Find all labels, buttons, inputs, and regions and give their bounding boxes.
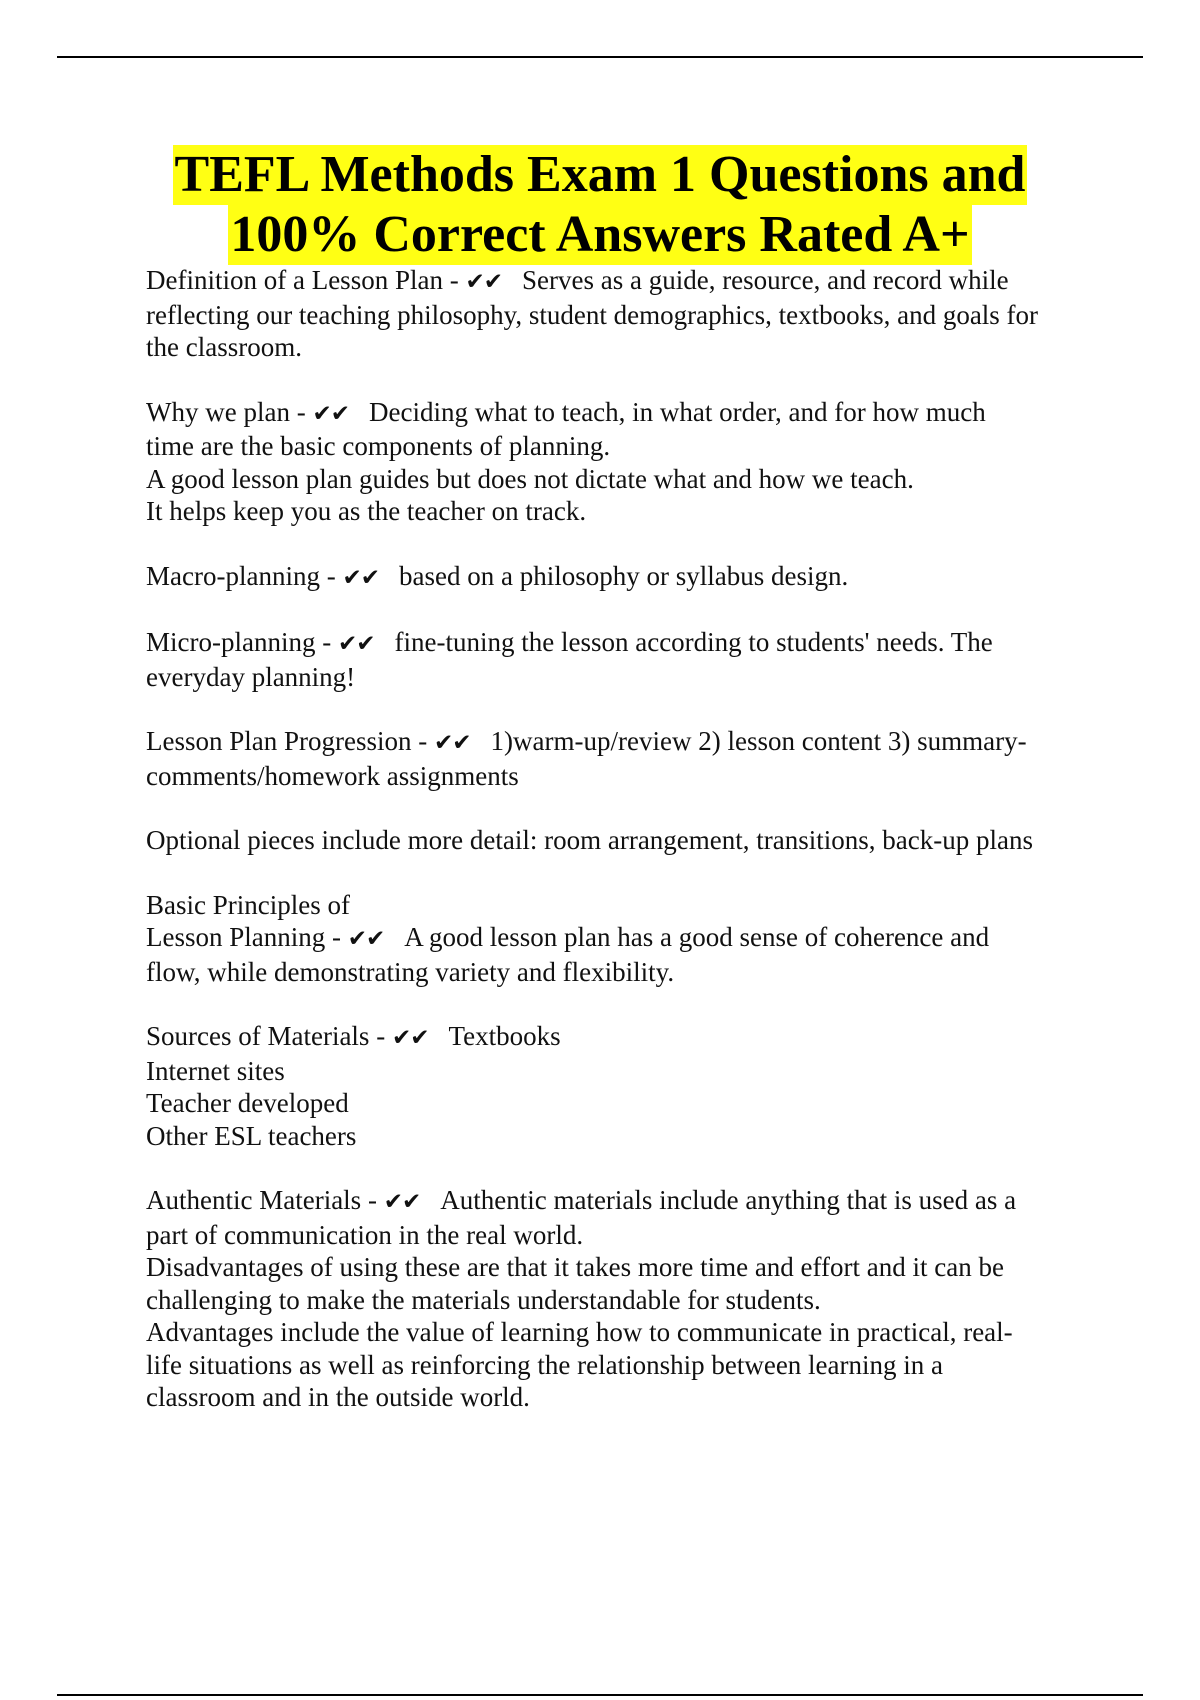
answer-text: Deciding what to teach, in what order, and for how much bbox=[369, 396, 986, 427]
question-term: Macro-planning bbox=[146, 560, 320, 591]
document-body bbox=[146, 264, 1106, 1446]
entry-first-line: Lesson Plan Progression - ✔✔ 1)warm-up/review 2) lesson content 3) summary- bbox=[146, 726, 1027, 756]
question-term: Why we plan bbox=[146, 396, 290, 427]
answer-text: Authentic materials include anything that is used as a bbox=[440, 1185, 1017, 1215]
double-check-icon: ✔✔ bbox=[383, 1189, 421, 1215]
qa-entry bbox=[146, 1184, 1106, 1414]
answer-line: It helps keep you as the teacher on track. bbox=[146, 496, 587, 526]
double-check-icon: ✔✔ bbox=[391, 1025, 429, 1051]
answer-line: comments/homework assignments bbox=[146, 760, 519, 791]
answer-line: challenging to make the materials understandable for students. bbox=[146, 1284, 821, 1315]
entry-first-line: Definition of a Lesson Plan - ✔✔ Serves as a guide, resource, and record while bbox=[146, 265, 1009, 295]
title-line-2: 100% Correct Answers Rated A+ bbox=[230, 206, 970, 263]
answer-line: part of communication in the real world. bbox=[146, 1219, 584, 1250]
question-term: Definition of a Lesson Plan bbox=[146, 265, 443, 295]
question-term: Sources of Materials bbox=[146, 1021, 370, 1051]
double-check-icon: ✔✔ bbox=[465, 269, 502, 295]
note-entry bbox=[146, 824, 1106, 857]
answer-line: Advantages include the value of learning how to communicate in practical, real- bbox=[146, 1317, 1013, 1347]
question-term: Authentic Materials bbox=[146, 1185, 362, 1215]
bottom-rule bbox=[57, 1694, 1143, 1696]
answer-line: Other ESL teachers bbox=[146, 1120, 357, 1151]
answer-text: Textbooks bbox=[448, 1021, 561, 1051]
entry-first-line: Sources of Materials - ✔✔ Textbooks bbox=[146, 1021, 561, 1051]
question-term: Lesson Planning bbox=[146, 922, 326, 952]
answer-line: Disadvantages of using these are that it takes more time and effort and it can be bbox=[146, 1252, 1004, 1282]
qa-entry bbox=[146, 725, 1106, 792]
double-check-icon: ✔✔ bbox=[337, 631, 375, 657]
document-title bbox=[0, 145, 1200, 265]
answer-line: classroom and in the outside world. bbox=[146, 1382, 530, 1412]
question-term: Micro-planning bbox=[146, 627, 316, 657]
question-term-line-1: Basic Principles of bbox=[146, 889, 350, 920]
double-check-icon: ✔✔ bbox=[312, 400, 349, 427]
entry-first-line: Lesson Planning - ✔✔ A good lesson plan has a good sense of coherence and bbox=[146, 922, 990, 952]
answer-text: Serves as a guide, resource, and record while bbox=[522, 265, 1009, 295]
qa-entry bbox=[146, 560, 1106, 595]
answer-text: based on a philosophy or syllabus design. bbox=[399, 560, 849, 591]
answer-line: Internet sites bbox=[146, 1055, 285, 1086]
question-term: Lesson Plan Progression bbox=[146, 726, 412, 756]
answer-line: life situations as well as reinforcing the relationship between learning in a bbox=[146, 1349, 944, 1380]
entry-first-line: Micro-planning - ✔✔ fine-tuning the lesson according to students' needs. The bbox=[146, 627, 993, 657]
double-check-icon: ✔✔ bbox=[434, 730, 471, 756]
answer-line: Teacher developed bbox=[146, 1088, 349, 1118]
entry-first-line: Why we plan - ✔✔ Deciding what to teach, in what order, and for how much bbox=[146, 396, 986, 427]
qa-entry bbox=[146, 1020, 1106, 1152]
title-line-1: TEFL Methods Exam 1 Questions and bbox=[174, 146, 1026, 203]
top-rule bbox=[57, 56, 1143, 58]
answer-line: reflecting our teaching philosophy, student demographics, textbooks, and goals for bbox=[146, 299, 1039, 330]
note-text: Optional pieces include more detail: room arrangement, transitions, back-up plans bbox=[146, 825, 1033, 855]
qa-entry bbox=[146, 626, 1106, 693]
qa-entry bbox=[146, 264, 1106, 364]
qa-entry bbox=[146, 889, 1106, 989]
answer-text: fine-tuning the lesson according to students' needs. The bbox=[394, 627, 993, 657]
qa-entry bbox=[146, 396, 1106, 528]
answer-line: flow, while demonstrating variety and flexibility. bbox=[146, 956, 675, 987]
answer-line: the classroom. bbox=[146, 332, 302, 362]
answer-line: everyday planning! bbox=[146, 661, 356, 692]
entry-first-line: Authentic Materials - ✔✔ Authentic materials include anything that is used as a bbox=[146, 1185, 1017, 1215]
entry-first-line: Macro-planning - ✔✔ based on a philosophy or syllabus design. bbox=[146, 560, 849, 591]
double-check-icon: ✔✔ bbox=[347, 926, 385, 952]
double-check-icon: ✔✔ bbox=[342, 564, 379, 591]
answer-line: A good lesson plan guides but does not dictate what and how we teach. bbox=[146, 463, 914, 494]
answer-text: A good lesson plan has a good sense of coherence and bbox=[404, 922, 990, 952]
answer-line: time are the basic components of planning. bbox=[146, 431, 611, 461]
answer-text: 1)warm-up/review 2) lesson content 3) summary- bbox=[490, 726, 1027, 756]
